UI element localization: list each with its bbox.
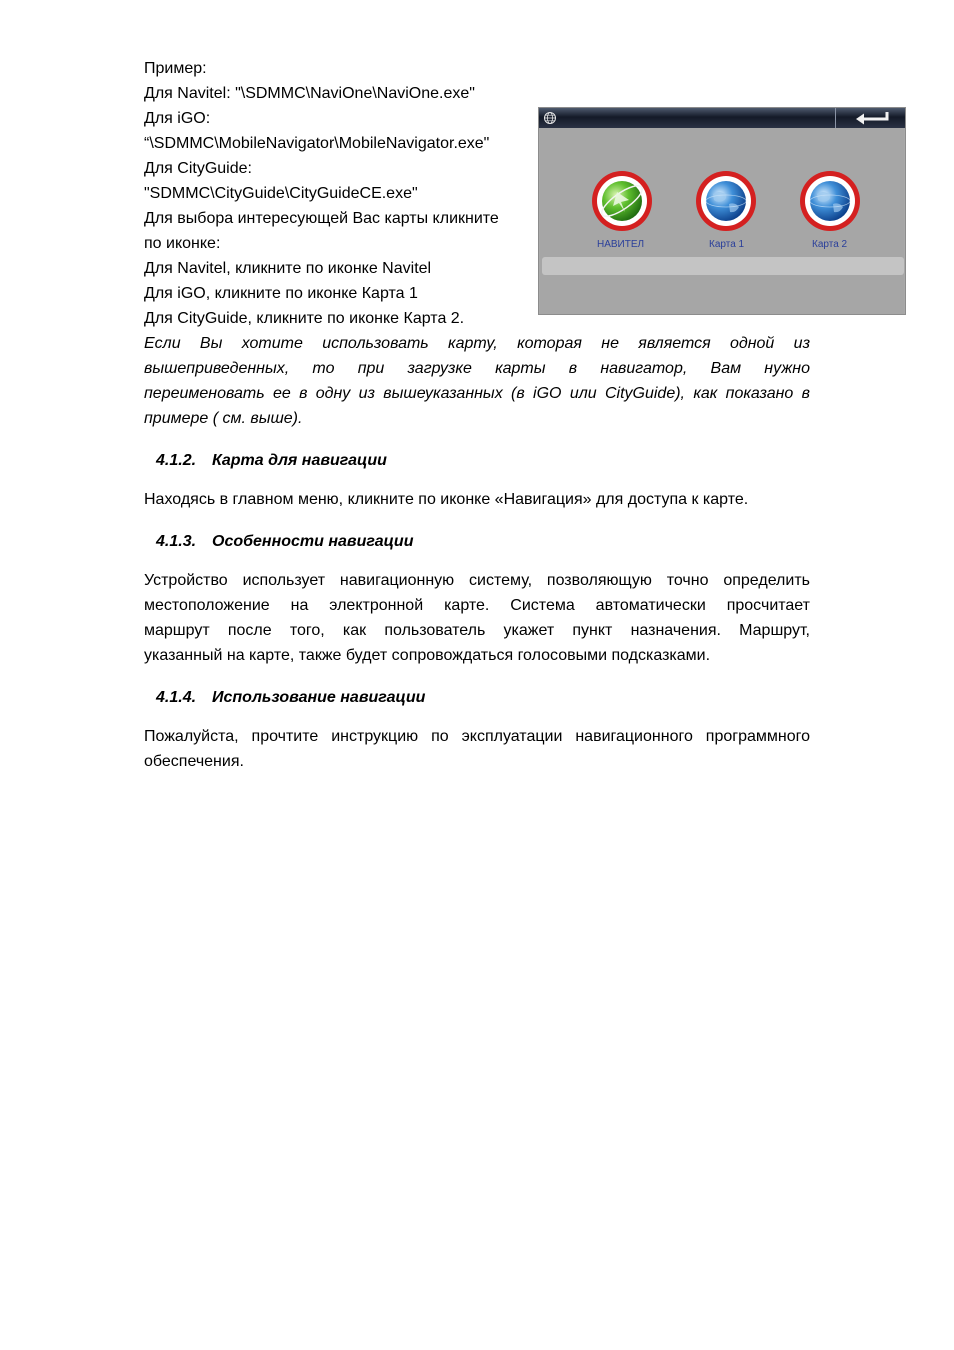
section-heading — [156, 532, 413, 552]
blue-globe-icon[interactable] — [695, 170, 757, 232]
intro-line: Для iGO: — [144, 110, 211, 127]
paragraph-line: Устройство использует навигационную систему, позволяющую точно определить — [144, 572, 810, 589]
intro-line: Для Navitel, кликните по иконке Navitel — [144, 260, 432, 277]
paragraph-line: маршрут после того, как пользователь укажет пункт назначения. Маршрут, — [144, 622, 810, 639]
device-screenshot — [538, 107, 906, 315]
section-title: Использование навигации — [212, 689, 426, 706]
section-number: 4.1.4. — [156, 689, 197, 706]
paragraph-line: обеспечения. — [144, 753, 244, 770]
intro-line: Для iGO, кликните по иконке Карта 1 — [144, 285, 418, 302]
tile-label-navitel[interactable]: НАВИТЕЛ — [597, 239, 645, 250]
section-title: Карта для навигации — [212, 452, 387, 469]
intro-line: Для выбора интересующей Вас карты кликните — [144, 210, 499, 227]
intro-line: Для CityGuide, кликните по иконке Карта 2. — [144, 310, 465, 327]
paragraph-line: местоположение на электронной карте. Система автоматически просчитает — [144, 597, 810, 614]
device-panel — [540, 128, 904, 314]
device-topbar — [539, 108, 905, 128]
note-line: Если Вы хотите использовать карту, которая не является одной из — [144, 335, 810, 352]
note-line: примере ( см. выше). — [144, 410, 303, 427]
topbar-divider — [835, 108, 836, 128]
blue-globe-icon[interactable] — [799, 170, 861, 232]
intro-line: "SDMMC\CityGuide\CityGuideCE.exe" — [144, 185, 418, 202]
back-arrow-icon[interactable] — [851, 109, 895, 127]
label-strip — [542, 257, 904, 275]
globe-icon[interactable] — [543, 111, 557, 125]
section-number: 4.1.3. — [156, 533, 197, 550]
note-line: переименовать ее в одну из вышеуказанных (в iGO или CityGuide), как показано в — [144, 385, 810, 402]
intro-line: Пример: — [144, 60, 207, 77]
tile-label-map-1[interactable]: Карта 1 — [709, 239, 745, 250]
section-number: 4.1.2. — [156, 452, 197, 469]
intro-line: по иконке: — [144, 235, 221, 252]
paragraph-line: указанный на карте, также будет сопровождаться голосовыми подсказками. — [144, 647, 711, 664]
section-heading — [156, 451, 387, 471]
tile-label-map-2[interactable]: Карта 2 — [812, 239, 848, 250]
navitel-globe-icon[interactable] — [591, 170, 653, 232]
paragraph-line: Пожалуйста, прочтите инструкцию по эксплуатации навигационного программного — [144, 728, 810, 745]
section-title: Особенности навигации — [212, 533, 414, 550]
intro-line: Для Navitel: "\SDMMC\NaviOne\NaviOne.exe" — [144, 85, 475, 102]
note-line: вышеприведенных, то при загрузке карты в навигатор, Вам нужно — [144, 360, 810, 377]
intro-line: Для CityGuide: — [144, 160, 252, 177]
paragraph-line: Находясь в главном меню, кликните по иконке «Навигация» для доступа к карте. — [144, 491, 749, 508]
section-heading — [156, 688, 425, 708]
intro-line: “\SDMMC\MobileNavigator\MobileNavigator.exe" — [144, 135, 490, 152]
